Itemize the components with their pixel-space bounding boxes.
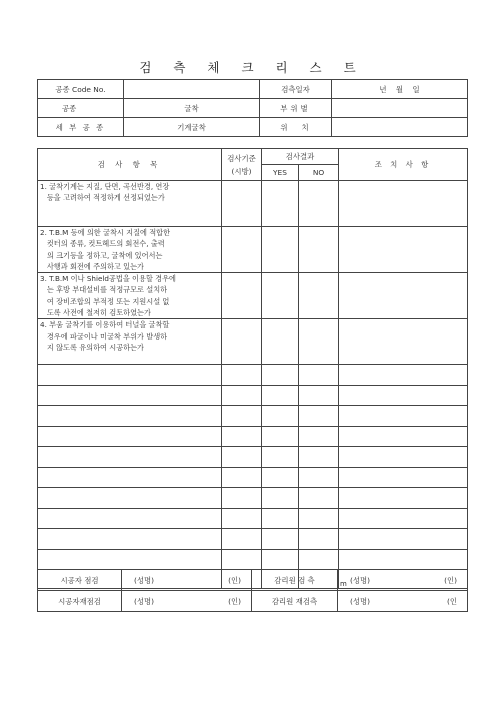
document-title: 검 측 체 크 리 스 트 — [139, 60, 365, 75]
no-cell[interactable] — [299, 385, 339, 406]
blank-row — [38, 406, 468, 427]
contractor-name-field[interactable]: (성명) — [122, 570, 212, 591]
standard-cell[interactable] — [222, 529, 262, 550]
action-cell[interactable] — [339, 406, 468, 427]
yes-cell[interactable] — [262, 467, 299, 488]
check-item-4: 4. 부움 굴착기를 이용하여 터널을 굴착할 경우에 파굴이나 미굴착 부위가 발생하 지 않도록 유의하여 시공하는가 — [38, 319, 222, 365]
action-cell[interactable] — [339, 508, 468, 529]
blank-row — [38, 508, 468, 529]
header-row-code — [38, 80, 468, 99]
signature-row-1 — [38, 570, 468, 591]
blank-item-cell[interactable] — [38, 385, 222, 406]
items-column-header: 검 사 항 목 — [38, 149, 222, 181]
no-cell[interactable] — [299, 273, 339, 319]
work-code-label: 공종 Code No. — [38, 80, 124, 99]
standard-cell[interactable] — [222, 406, 262, 427]
blank-item-cell[interactable] — [38, 365, 222, 386]
blank-item-cell[interactable] — [38, 467, 222, 488]
blank-row — [38, 365, 468, 386]
no-cell[interactable] — [299, 488, 339, 509]
yes-cell[interactable] — [262, 529, 299, 550]
checklist-table — [37, 148, 468, 589]
no-cell[interactable] — [299, 227, 339, 273]
standard-cell[interactable] — [222, 319, 262, 365]
standard-cell[interactable] — [222, 227, 262, 273]
sub-work-type-label: 세 부 공 종 — [38, 118, 124, 137]
yes-cell[interactable] — [262, 319, 299, 365]
signature-row-2 — [38, 591, 468, 612]
blank-item-cell[interactable] — [38, 426, 222, 447]
yes-cell[interactable] — [262, 447, 299, 468]
standard-header-line2: (시방) — [231, 166, 252, 176]
table-row — [38, 319, 468, 365]
unit-mark: m — [339, 570, 468, 589]
standard-header-line1: 검사기준 — [227, 153, 256, 163]
no-cell[interactable] — [299, 319, 339, 365]
no-cell[interactable] — [299, 406, 339, 427]
blank-row — [38, 447, 468, 468]
blank-item-cell[interactable] — [38, 549, 222, 570]
blank-row — [38, 426, 468, 447]
no-cell[interactable] — [299, 426, 339, 447]
yes-cell[interactable] — [262, 426, 299, 447]
standard-cell[interactable] — [222, 488, 262, 509]
yes-cell[interactable] — [262, 549, 299, 570]
action-column-header: 조 치 사 항 — [339, 149, 468, 181]
contractor-recheck-name-field[interactable]: (성명) — [122, 591, 212, 612]
work-type-label: 공종 — [38, 99, 124, 118]
no-cell[interactable] — [299, 181, 339, 227]
standard-cell[interactable] — [222, 508, 262, 529]
table-row — [38, 181, 468, 227]
result-column-header: 검사결과 — [262, 149, 339, 165]
work-code-value[interactable] — [124, 80, 260, 99]
standard-cell[interactable] — [222, 385, 262, 406]
yes-cell[interactable] — [262, 227, 299, 273]
blank-item-cell[interactable] — [38, 488, 222, 509]
contractor-seal-field[interactable]: (인) — [212, 570, 252, 591]
work-type-value[interactable]: 굴착 — [124, 99, 260, 118]
yes-column-header: YES — [262, 165, 299, 181]
no-cell[interactable] — [299, 467, 339, 488]
standard-cell[interactable] — [222, 426, 262, 447]
supervisor-recheck-label: 감리원 재검측 — [252, 591, 338, 612]
blank-row — [38, 467, 468, 488]
action-cell[interactable] — [339, 385, 468, 406]
header-table — [37, 79, 468, 137]
blank-row — [38, 529, 468, 550]
yes-cell[interactable] — [262, 406, 299, 427]
table-row — [38, 227, 468, 273]
supervisor-seal-field[interactable]: (인) — [422, 570, 468, 591]
action-cell[interactable] — [339, 549, 468, 570]
no-cell[interactable] — [299, 365, 339, 386]
part-value[interactable] — [332, 99, 468, 118]
action-cell[interactable] — [339, 447, 468, 468]
contractor-recheck-seal-field[interactable]: (인) — [212, 591, 252, 612]
contractor-check-label: 시공자 점검 — [38, 570, 122, 591]
no-cell[interactable] — [299, 508, 339, 529]
check-item-1: 1. 굴착기계는 지질, 단면, 곡선반경, 연장 등을 고려하여 적정하게 선정되었는가 — [38, 181, 222, 227]
standard-cell[interactable] — [222, 467, 262, 488]
action-cell[interactable] — [339, 529, 468, 550]
header-row-work-type — [38, 99, 468, 118]
action-cell[interactable] — [339, 426, 468, 447]
action-cell[interactable] — [339, 181, 468, 227]
action-cell[interactable] — [339, 273, 468, 319]
checklist-header-row-1 — [38, 149, 468, 165]
no-column-header: NO — [299, 165, 339, 181]
contractor-recheck-label: 시공자재점검 — [38, 591, 122, 612]
standard-cell[interactable] — [222, 447, 262, 468]
action-cell[interactable] — [339, 488, 468, 509]
inspection-date-label: 검측일자 — [260, 80, 332, 99]
location-value[interactable] — [332, 118, 468, 137]
no-cell[interactable] — [299, 529, 339, 550]
blank-item-cell[interactable] — [38, 529, 222, 550]
header-row-sub-work — [38, 118, 468, 137]
yes-cell[interactable] — [262, 385, 299, 406]
supervisor-recheck-seal-field[interactable]: (인 — [422, 591, 468, 612]
part-label: 부위별 — [260, 99, 332, 118]
location-label: 위치 — [260, 118, 332, 137]
blank-row — [38, 488, 468, 509]
standard-cell[interactable] — [222, 365, 262, 386]
yes-cell[interactable] — [262, 508, 299, 529]
standard-cell[interactable] — [222, 549, 262, 570]
blank-item-cell[interactable] — [38, 447, 222, 468]
yes-cell[interactable] — [262, 181, 299, 227]
no-cell[interactable] — [299, 549, 339, 570]
check-item-3: 3. T.B.M 이나 Shield공법을 이용할 경우에 는 후방 부대설비를 적정규모로 설치하 여 장비조합의 부적정 또는 지원시설 없 도록 사전에 철저히 검토하였는가 — [38, 273, 222, 319]
blank-item-cell[interactable] — [38, 508, 222, 529]
blank-row — [38, 385, 468, 406]
supervisor-check-label: 감리원 검 측 — [252, 570, 338, 591]
blank-row — [38, 549, 468, 570]
standard-column-header — [222, 149, 262, 181]
blank-item-cell[interactable] — [38, 406, 222, 427]
check-item-2: 2. T.B.M 등에 의한 굴착시 지질에 적합한 컷터의 종류, 컷트헤드의 회전수, 출력 의 크기등을 정하고, 굴착에 있어서는 사행과 회전에 주의하고 있는가 — [38, 227, 222, 273]
yes-cell[interactable] — [262, 488, 299, 509]
supervisor-name-field[interactable]: (성명) — [338, 570, 422, 591]
action-cell[interactable] — [339, 227, 468, 273]
signature-table — [37, 569, 468, 612]
sub-work-type-value[interactable]: 기계굴착 — [124, 118, 260, 137]
action-cell[interactable] — [339, 365, 468, 386]
standard-cell[interactable] — [222, 273, 262, 319]
inspection-date-value[interactable]: 년 월 일 — [332, 80, 468, 99]
yes-cell[interactable] — [262, 273, 299, 319]
yes-cell[interactable] — [262, 365, 299, 386]
supervisor-recheck-name-field[interactable]: (성명) — [338, 591, 422, 612]
action-cell[interactable] — [339, 319, 468, 365]
no-cell[interactable] — [299, 447, 339, 468]
action-cell[interactable] — [339, 467, 468, 488]
standard-cell[interactable] — [222, 181, 262, 227]
table-row — [38, 273, 468, 319]
